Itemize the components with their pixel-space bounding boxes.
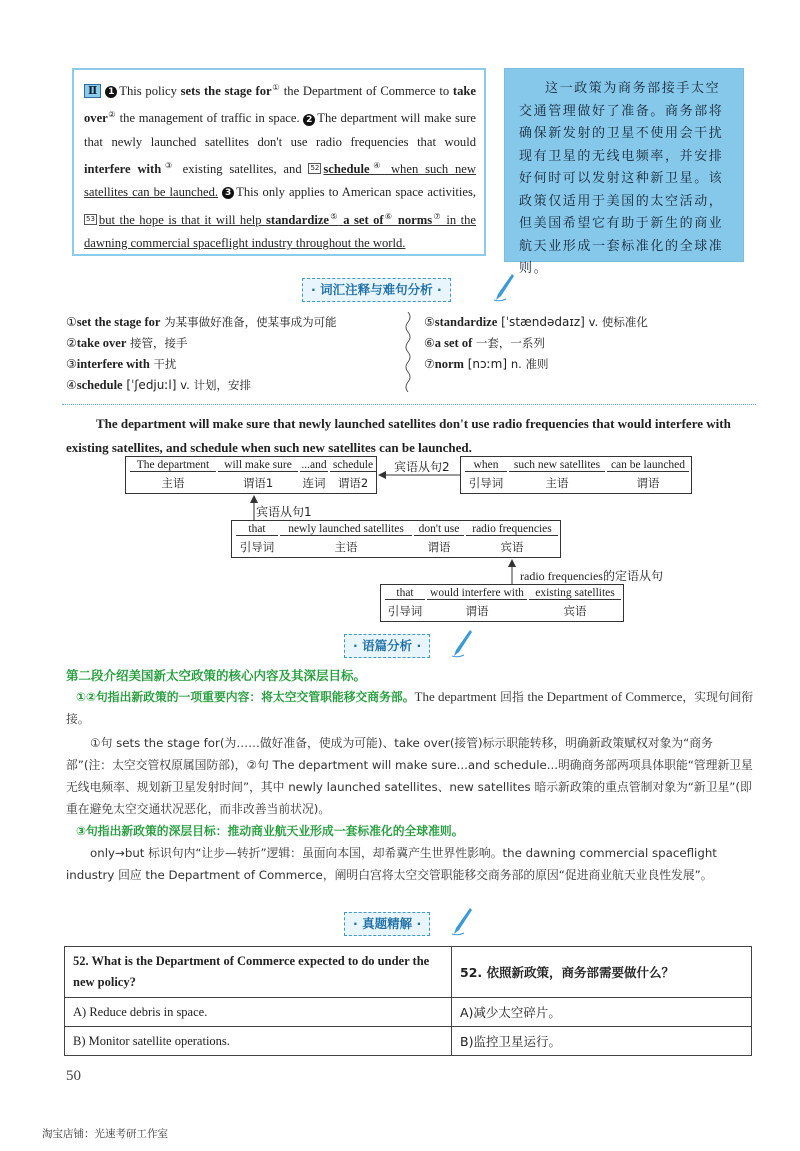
pen-icon xyxy=(450,906,474,936)
text-analysis-para-3: only→but 标识句内“让步—转折”逻辑：虽面向本国，却希冀产生世界性影响。the dawning commercial spaceflight industry 回应 the Department of Commerce，阐明白宫将太空交管职能移交商务部的原因“促进商业航天业良性发展”。 xyxy=(66,846,717,882)
sentence-number-3: 3 xyxy=(222,187,234,199)
section-header-vocab: · 词汇注释与难句分析 · xyxy=(302,278,451,302)
analysis-sentence: The department will make sure that newly launched satellites don't use radio frequencies that would interfere with existing satellites, and schedule when such new satellites can be launched. xyxy=(66,416,731,455)
text-analysis-heading: 第二段介绍美国新太空政策的核心内容及其深层目标。 xyxy=(66,668,367,683)
vocab-item: ①set the stage for 为某事做好准备，使某事成为可能 xyxy=(66,315,337,329)
table-row xyxy=(65,998,752,1027)
text-analysis-para-3-heading: ③句指出新政策的深层目标：推动商业航天业形成一套标准化的全球准则。 xyxy=(76,824,464,838)
vocab-item: ⑤standardize [ˈstændədaɪz] v. 使标准化 xyxy=(424,315,648,329)
option-b-zh: B)监控卫星运行。 xyxy=(452,1027,752,1056)
vocab-item: ③interfere with 干扰 xyxy=(66,357,177,371)
option-a-zh: A)减少太空碎片。 xyxy=(452,998,752,1027)
option-a-en: A) Reduce debris in space. xyxy=(65,998,452,1027)
question-marker-53: 53 xyxy=(86,214,95,223)
vocab-item: ⑦norm [nɔːm] n. 准则 xyxy=(424,357,549,371)
pen-icon xyxy=(450,628,474,658)
diagram-main-clause: The department will make sure ...and schedule 主语 谓语1 连词 谓语2 xyxy=(125,456,377,494)
footer-text: 淘宝店铺：光速考研工作室 xyxy=(42,1128,168,1140)
sentence-number-2: 2 xyxy=(303,114,315,126)
label-object-clause-1: 宾语从句1 xyxy=(256,505,312,519)
diagram-attributive-clause: that would interfere with existing satellites 引导词 谓语 宾语 xyxy=(380,584,624,622)
question-marker-52: 52 xyxy=(310,164,320,173)
translation-box: 这一政策为商务部接手太空交通管理做好了准备。商务部将确保新发射的卫星不使用会干扰现有卫星的无线电频率，并安排好何时可以发射这种新卫星。该政策仅适用于美国的太空活动，但美国希望它有助于新生的商业航天业形成一套标准化的全球准则。 xyxy=(504,68,744,262)
option-b-en: B) Monitor satellite operations. xyxy=(65,1027,452,1056)
question-table xyxy=(64,946,752,1056)
paragraph-marker: Ⅱ xyxy=(84,84,101,98)
table-row xyxy=(65,1027,752,1056)
question-zh: 52. 依照新政策，商务部需要做什么？ xyxy=(452,947,752,998)
section-header-text-analysis: · 语篇分析 · xyxy=(344,634,430,658)
page-number: 50 xyxy=(66,1068,81,1084)
vocab-item: ②take over 接管，接手 xyxy=(66,336,188,350)
vocab-item: ⑥a set of 一套，一系列 xyxy=(424,336,545,350)
table-row xyxy=(65,947,752,998)
label-attributive-clause: radio frequencies的定语从句 xyxy=(520,569,663,583)
diagram-object-clause-2: when such new satellites can be launched 引导词 主语 谓语 xyxy=(460,456,692,494)
diagram-object-clause-1: that newly launched satellites don't use radio frequencies 引导词 主语 谓语 宾语 xyxy=(231,520,561,558)
sentence-number-1: 1 xyxy=(105,86,117,98)
vocab-item: ④schedule [ˈʃedjuːl] v. 计划，安排 xyxy=(66,378,251,392)
label-object-clause-2: 宾语从句2 xyxy=(394,460,450,474)
text-analysis-para-2: ①句 sets the stage for(为……做好准备，使成为可能)、take over(接管)标示职能转移，明确新政策赋权对象为“商务部”(注：太空交管权原属国防部)，②句 The department will make sure...and schedule...明确商务部两项具体职能“管理新卫星无线电频率、规划新卫星发射时间”，其中 newly launched satellites、new satellites 暗示新政策的重点管制对象为“新卫星”(即重在避免太空交通状况恶化，而非改善当前状况)。 xyxy=(66,736,753,816)
section-header-questions: · 真题精解 · xyxy=(344,912,430,936)
question-en: 52. What is the Department of Commerce expected to do under the new policy? xyxy=(65,947,452,998)
text-analysis-para-1: ①②句指出新政策的一项重要内容：将太空交管职能移交商务部。The department 回指 the Department of Commerce，实现句间衔接。 xyxy=(66,689,754,726)
passage-text: Ⅱ 1 This policy sets the stage for① the Department of Commerce to take over② the management of traffic in space. 2 The department will make sure that newly launched satellites don't use radio frequencies that would interfere with③ existing satellites, and 52 schedule④ when such new satellites can be launched. 3 This only applies to American space activities, 53 but the hope is that it will help standardize⑤ a set of⑥ norms⑦ in the dawning commercial spaceflight industry throughout the world. xyxy=(84,83,477,250)
